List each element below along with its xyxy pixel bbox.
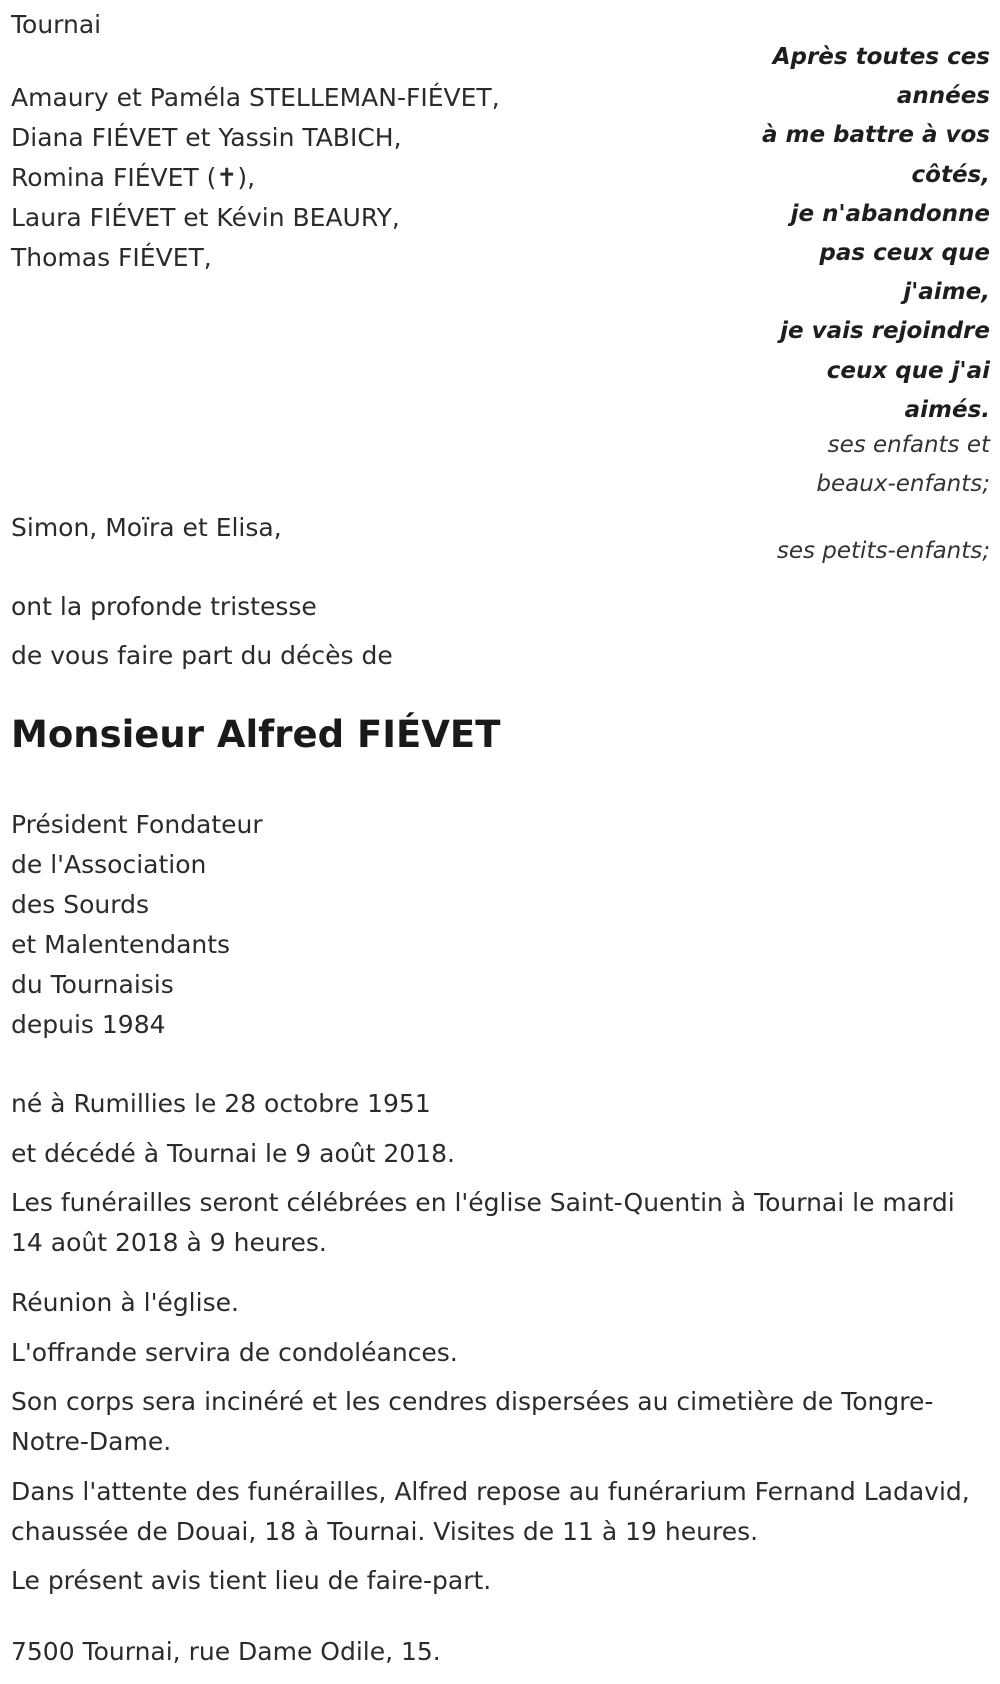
grandchildren-names: Simon, Moïra et Elisa, [11,513,282,542]
poem-line: je vais rejoindre [780,318,990,345]
poem-line: années [896,83,990,110]
grandchildren-role-line: ses petits-enfants; [776,538,990,564]
notice-info: Le présent avis tient lieu de faire-part. [11,1566,492,1595]
title-line: de l'Association [11,850,207,879]
poem-line: pas ceux que [819,240,990,267]
birth-info: né à Rumillies le 28 octobre 1951 [11,1089,431,1118]
poem-line: Après toutes ces [772,44,990,70]
title-line: depuis 1984 [11,1010,166,1039]
title-line: du Tournaisis [11,970,174,999]
poem-line: côtés, [911,161,990,188]
city-heading: Tournai [11,10,102,39]
poem-line: je n'abandonne [790,200,990,227]
child-entry: Romina FIÉVET (✝), [11,163,256,192]
cremation-info: Son corps sera incinéré et les cendres dispersées au cimetière de Tongre-Notre-Dame. [11,1387,934,1456]
title-line: des Sourds [11,890,149,919]
title-line: Président Fondateur [11,810,263,839]
children-role-line: ses enfants et [827,432,990,458]
death-info: et décédé à Tournai le 9 août 2018. [11,1139,455,1168]
offering-info: L'offrande servira de condoléances. [11,1338,458,1367]
family-address: 7500 Tournai, rue Dame Odile, 15. [11,1637,441,1666]
memorial-poem [660,38,990,430]
funeral-info: Les funérailles seront célébrées en l'église Saint-Quentin à Tournai le mardi 14 août 2018 à 9 heures. [11,1188,955,1257]
poem-line: ceux que j'ai [826,357,990,384]
children-list [11,78,500,278]
poem-line: aimés. [904,396,990,423]
title-line: et Malentendants [11,930,231,959]
announce-line-1: ont la profonde tristesse [11,592,317,621]
meeting-info: Réunion à l'église. [11,1288,239,1317]
deceased-titles [11,805,263,1045]
grandchildren-role [777,532,990,571]
deceased-name: Monsieur Alfred FIÉVET [11,713,501,756]
poem-line: j'aime, [903,279,990,306]
child-entry: Thomas FIÉVET, [11,243,212,272]
children-role-line: beaux-enfants; [816,471,990,497]
children-role [816,426,990,504]
child-entry: Laura FIÉVET et Kévin BEAURY, [11,203,400,232]
rest-info: Dans l'attente des funérailles, Alfred repose au funérarium Fernand Ladavid, chaussée de Douai, 18 à Tournai. Visites de 11 à 19 heures. [11,1477,970,1546]
child-entry: Amaury et Paméla STELLEMAN-FIÉVET, [11,83,500,112]
child-entry: Diana FIÉVET et Yassin TABICH, [11,123,402,152]
announce-line-2: de vous faire part du décès de [11,641,393,670]
poem-line: à me battre à vos [761,122,990,149]
